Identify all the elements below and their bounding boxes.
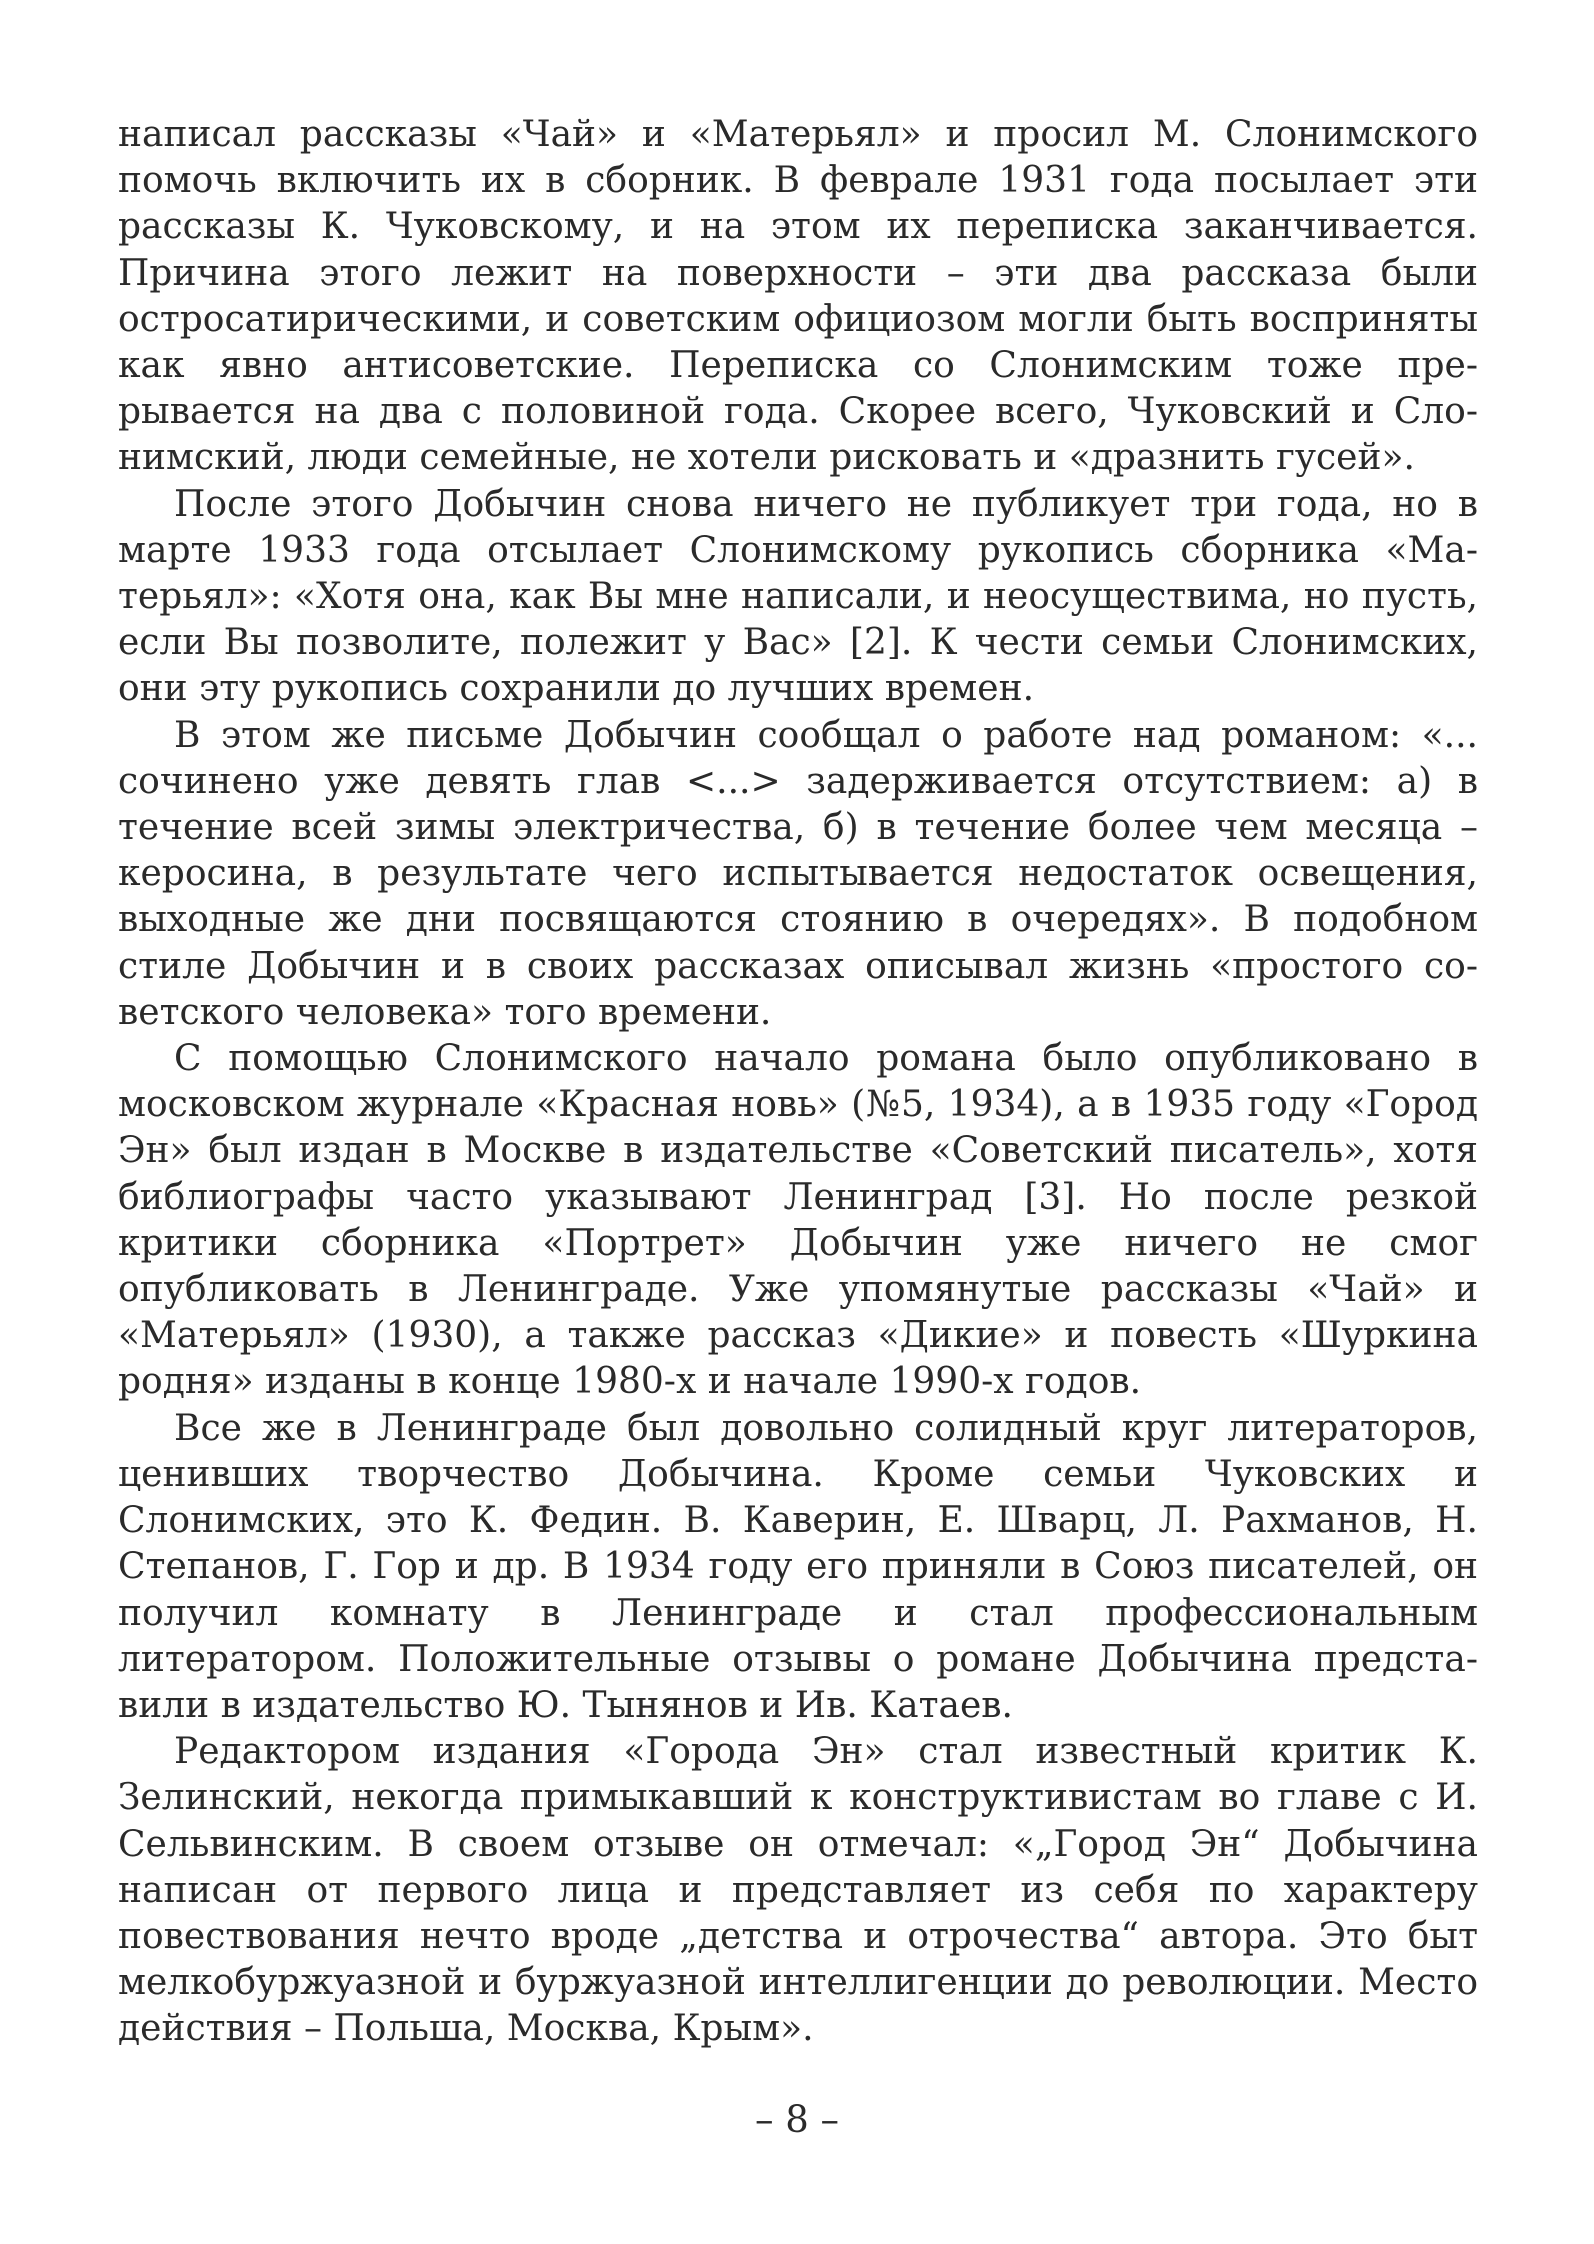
paragraph-4: С помощью Слонимского начало романа было опубликовано в московском журнале «Красная новь» (№5, 1934), а в 1935 году «Город Эн» был издан в Москве в издательстве «Советский писатель», хотя библиографы часто указывают Ленинград [3]. Но после резкой критики сборника «Портрет» Добычин уже ничего не смог опубликовать в Ленинграде. Уже упомянутые рассказы «Чай» и «Матерьял» (1930), а также рассказ «Дикие» и повесть «Шуркина родня» изданы в конце 1980-х и начале 1990-х годов.: [118, 1038, 1478, 1403]
paragraph-3: В этом же письме Добычин сообщал о работе над романом: «... сочинено уже девять глав <...> задерживается отсутствием: а) в течение всей зимы электричества, б) в течение более чем месяца – керосина, в результате чего испытывается недостаток освещения, выходные же дни посвящаются стоянию в очередях». В подобном стиле Добычин и в своих рассказах описывал жизнь «простого советского человека» того времени.: [118, 714, 1478, 1033]
paragraph-1: написал рассказы «Чай» и «Матерьял» и просил М. Слонимского помочь включить их в сборник. В феврале 1931 года посылает эти рассказы К. Чуковскому, и на этом их переписка заканчивается. Причина этого лежит на поверхности – эти два рассказа были остросатирическими, и советским официозом могли быть восприняты как явно антисоветские. Переписка со Слонимским тоже прерывается на два с половиной года. Скорее всего, Чуковский и Слонимский, люди семейные, не хотели рисковать и «дразнить гусей».: [118, 114, 1478, 479]
page-number: – 8 –: [754, 2098, 840, 2141]
paragraph-6: Редактором издания «Города Эн» стал известный критик К. Зелинский, некогда примыкавший к конструктивистам во главе с И. Сельвинским. В своем отзыве он отмечал: «„Город Эн“ Добычина написан от первого лица и представляет из себя по характеру повествования нечто вроде „детства и отрочества“ автора. Это быт мелкобуржуазной и буржуазной интеллигенции до революции. Место действия – Польша, Москва, Крым».: [118, 1731, 1478, 2050]
body-text: [118, 112, 1478, 2053]
paragraph-5: Все же в Ленинграде был довольно солидный круг литераторов, ценивших творчество Добычина. Кроме семьи Чуковских и Слонимских, это К. Федин. В. Каверин, Е. Шварц, Л. Рахманов, Н. Степанов, Г. Гор и др. В 1934 году его приняли в Союз писателей, он получил комнату в Ленинграде и стал профессиональным литератором. Положительные отзывы о романе Добычина представили в издательство Ю. Тынянов и Ив. Катаев.: [118, 1407, 1478, 1726]
paragraph-2: После этого Добычин снова ничего не публикует три года, но в марте 1933 года отсылает Слонимскому рукопись сборника «Матерьял»: «Хотя она, как Вы мне написали, и неосуществима, но пусть, если Вы позволите, полежит у Вас» [2]. К чести семьи Слонимских, они эту рукопись сохранили до лучших времен.: [118, 483, 1478, 710]
